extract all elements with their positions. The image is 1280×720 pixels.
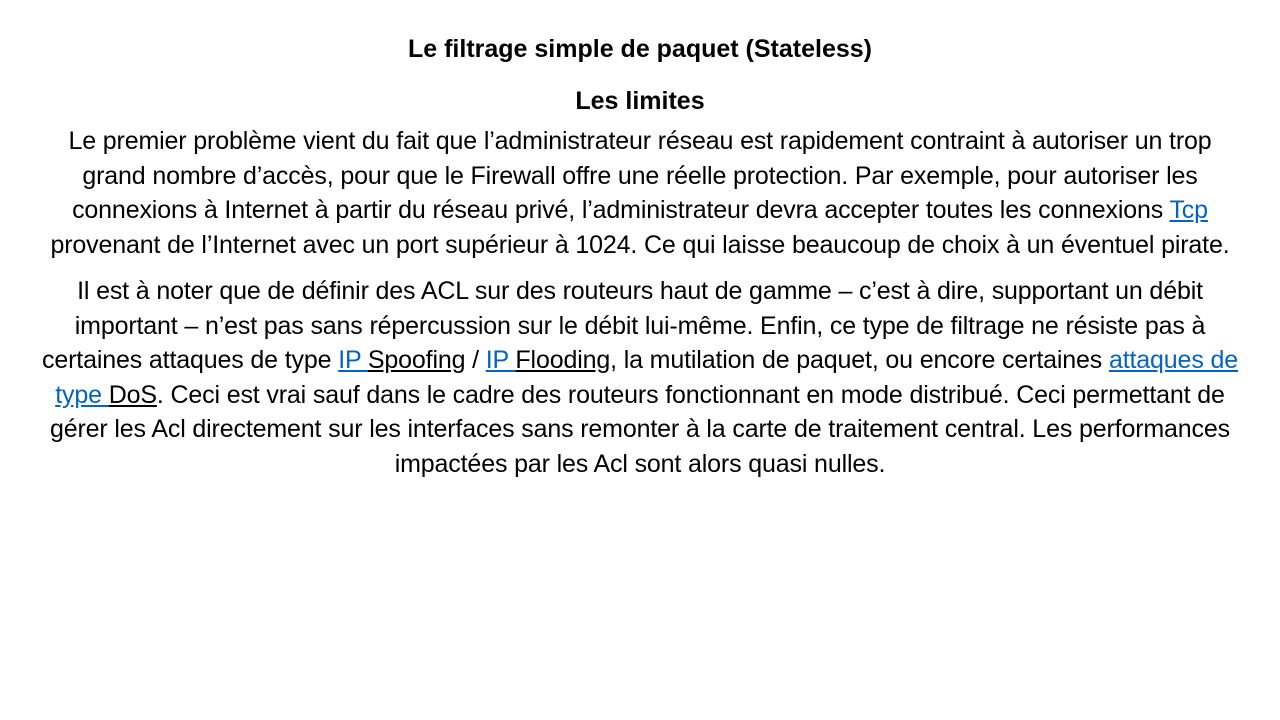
flooding-link[interactable]: Flooding: [515, 346, 611, 374]
paragraph-1-text-a: Le premier problème vient du fait que l’administrateur réseau est rapidement contraint à autoriser un trop grand nombre d’accès, pour que le Firewall offre une réelle protection. Par exemple, pour autoriser les connexions à Internet à partir du réseau privé, l’administrateur devra accepter toutes les connexions: [68, 127, 1212, 224]
slide-title: Le filtrage simple de paquet (Stateless): [407, 35, 872, 63]
paragraph-1-text-b: provenant de l’Internet avec un port supérieur à 1024. Ce qui laisse beaucoup de choix à un éventuel pirate.: [50, 230, 1230, 259]
paragraph-1: [34, 124, 1246, 262]
spoofing-link[interactable]: Spoofing: [367, 346, 466, 374]
paragraph-2-text-a: Il est à noter que de définir des ACL sur des routeurs haut de gamme – c’est à dire, supportant un débit important – n’est pas sans répercussion sur le débit lui-même. Enfin, ce type de filtrage ne résiste pas à certaines attaques de type: [42, 277, 1206, 374]
paragraph-2-text-b: , la mutilation de paquet, ou encore certaines: [610, 346, 1109, 374]
ip-flooding-link[interactable]: IP: [485, 346, 516, 374]
paragraph-2: [34, 274, 1246, 481]
dos-link[interactable]: DoS: [108, 380, 157, 409]
paragraph-2-text-c: . Ceci est vrai sauf dans le cadre des routeurs fonctionnant en mode distribué. Ceci permettant de gérer les Acl directement sur les interfaces sans remonter à la carte de traitement central. Les performances impactées par les Acl sont alors quasi nulles.: [49, 380, 1231, 478]
link-separator: /: [465, 346, 486, 374]
ip-spoofing-link[interactable]: IP: [338, 346, 368, 374]
attaques-de-type-link[interactable]: attaques de type: [55, 346, 1238, 409]
tcp-link[interactable]: Tcp: [1169, 196, 1208, 224]
slide-subtitle: Les limites: [575, 87, 705, 115]
